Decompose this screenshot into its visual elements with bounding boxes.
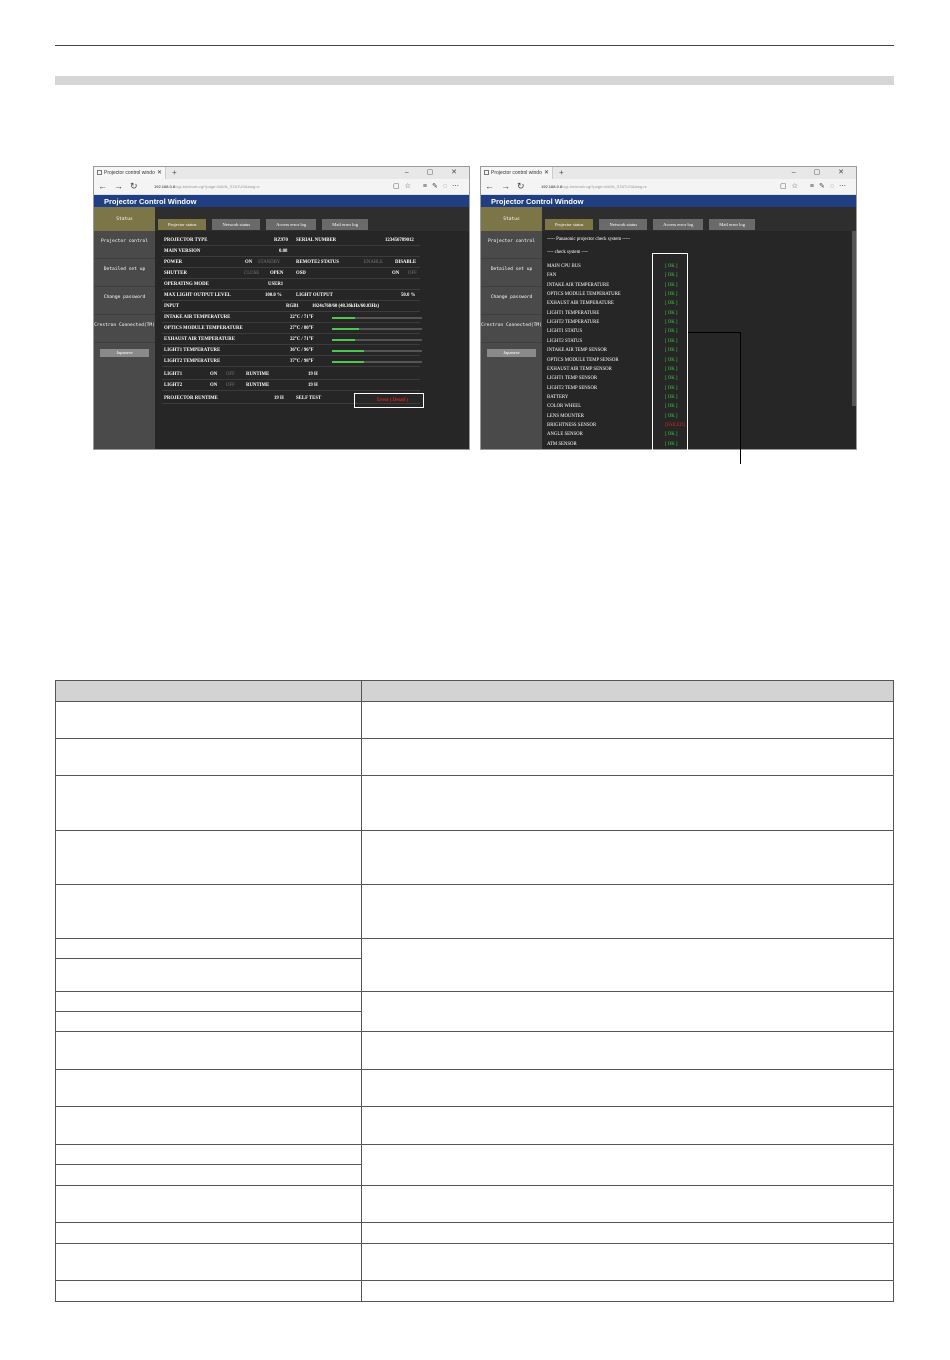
sidebar-item-detailed-setup[interactable]: Detailed set up <box>481 259 542 287</box>
check-name: LIGHT2 TEMP SENSOR <box>547 385 598 391</box>
check-row <box>547 292 678 298</box>
check-row <box>547 264 678 269</box>
check-name: FAN <box>547 273 557 279</box>
page-icon <box>484 170 489 175</box>
check-row <box>547 422 685 428</box>
sidebar-item-crestron[interactable]: Crestron Connected(TM) <box>94 315 155 343</box>
check-result: [ OK ] <box>665 357 678 363</box>
check-result: [ OK ] <box>665 348 678 354</box>
tab-title: Projector control windo <box>104 170 155 176</box>
check-name: LIGHT2 TEMPERATURE <box>547 320 600 326</box>
check-row <box>547 273 678 279</box>
light-row: LIGHT2 ON OFF RUNTIME 19 H <box>162 381 420 391</box>
toolbar-icons[interactable]: ▢☆ ≡✎◌⋯ <box>780 183 851 190</box>
check-name: ANGLE SENSOR <box>547 432 583 438</box>
temperature-bar <box>332 317 422 319</box>
check-name: INTAKE AIR TEMPERATURE <box>547 282 610 288</box>
browser-tab[interactable] <box>481 167 553 179</box>
sidebar <box>94 207 155 450</box>
check-row <box>547 348 678 354</box>
temperature-bar-fill <box>332 328 359 330</box>
check-row <box>547 329 678 335</box>
temperature-row: EXHAUST AIR TEMPERATURE 22°C / 71°F <box>162 335 420 345</box>
check-name: OPTICS MODULE TEMPERATURE <box>547 292 621 298</box>
check-result: [ OK ] <box>665 338 678 344</box>
sidebar-item-status[interactable]: Status <box>94 207 155 231</box>
check-result: [ OK ] <box>665 404 678 410</box>
runtime-row: PROJECTOR RUNTIME 19 H SELF TEST <box>162 394 420 404</box>
check-name: MAIN CPU BUS <box>547 264 581 269</box>
check-row <box>547 413 678 419</box>
url-field[interactable]: 192.168.0.8/cgi-bin/main.cgi?page=MAIN_STATUS&lang=e <box>541 184 647 189</box>
tab-bar <box>94 167 469 179</box>
table-row <box>56 1281 894 1302</box>
check-name: BATTERY <box>547 394 569 400</box>
section-bar <box>55 76 894 85</box>
url-field[interactable]: 192.168.0.8/cgi-bin/main.cgi?page=MAIN_STATUS&lang=e <box>154 184 260 189</box>
check-result: [ OK ] <box>665 413 678 419</box>
light-row: LIGHT1 ON OFF RUNTIME 19 H <box>162 370 420 380</box>
table-row <box>56 1070 894 1107</box>
tab-title: Projector control windo <box>491 170 542 176</box>
window-controls[interactable]: – ▢ ✕ <box>791 169 852 176</box>
check-result: [ OK ] <box>665 273 678 279</box>
check-result: [ OK ] <box>665 320 678 326</box>
nav-buttons[interactable]: ←→↻ <box>98 181 145 191</box>
status-row: MAX LIGHT OUTPUT LEVEL 100.0 % LIGHT OUTPUT 50.0 % <box>162 291 420 301</box>
status-content <box>155 231 469 449</box>
toolbar-icons[interactable]: ▢☆ ≡✎◌⋯ <box>393 183 464 190</box>
status-row: MAIN VERSION 0.08 <box>162 247 420 257</box>
temperature-row: INTAKE AIR TEMPERATURE 22°C / 71°F <box>162 313 420 323</box>
window-controls[interactable]: – ▢ ✕ <box>404 169 465 176</box>
sidebar-item-status[interactable]: Status <box>481 207 542 231</box>
browser-window-status <box>93 166 470 450</box>
check-row <box>547 301 678 307</box>
check-row <box>547 310 678 316</box>
check-result: [ OK ] <box>665 366 678 372</box>
temperature-bar <box>332 328 422 330</box>
table-row <box>56 1186 894 1223</box>
check-row <box>547 404 678 410</box>
check-row <box>547 357 678 363</box>
check-result: [ OK ] <box>665 441 678 447</box>
scrollbar[interactable] <box>852 231 856 406</box>
browser-tab[interactable] <box>94 167 166 179</box>
check-row <box>547 432 678 438</box>
check-result: [ OK ] <box>665 310 678 316</box>
check-name: BRIGHTNESS SENSOR <box>547 422 597 428</box>
tab-access-error-log[interactable]: Access error log <box>266 219 316 230</box>
check-row <box>547 385 678 391</box>
check-name: LIGHT1 TEMP SENSOR <box>547 376 598 382</box>
table-row <box>56 831 894 885</box>
status-row: SHUTTER CLOSE OPEN OSD ON OFF <box>162 269 420 279</box>
check-subheading: ---- check system ---- <box>547 250 588 255</box>
check-name: EXHAUST AIR TEMP SENSOR <box>547 366 612 372</box>
app-header: Projector Control Window <box>94 195 469 207</box>
new-tab-icon[interactable]: + <box>172 168 177 177</box>
self-test-error-link[interactable]: Error ( Detail ) <box>377 398 408 403</box>
status-row: POWER ON STANDBY REMOTE2 STATUS ENABLE DISABLE <box>162 258 420 268</box>
temperature-bar <box>332 361 422 363</box>
tab-mail-error-log[interactable]: Mail error log <box>322 219 368 230</box>
table-row <box>56 1244 894 1281</box>
check-results-callout <box>652 253 688 455</box>
sidebar-item-detailed-setup[interactable]: Detailed set up <box>94 259 155 287</box>
table-row <box>56 702 894 739</box>
table-row <box>56 992 894 1012</box>
check-row <box>547 441 678 447</box>
check-name: EXHAUST AIR TEMPERATURE <box>547 301 614 307</box>
check-row <box>547 376 678 382</box>
callout-leader-line <box>688 332 741 333</box>
table-row <box>56 1223 894 1244</box>
tab-projector-status[interactable]: Projector status <box>158 219 206 230</box>
self-test-result[interactable] <box>354 393 424 408</box>
check-result: [ OK ] <box>665 301 678 307</box>
nav-buttons[interactable]: ←→↻ <box>485 181 532 191</box>
language-button[interactable]: Japanese <box>100 349 149 357</box>
temperature-bar <box>332 339 422 341</box>
check-heading: ----- Panasonic projector check system ----- <box>547 237 631 242</box>
check-result: [FAILED] <box>665 422 685 428</box>
language-button[interactable]: Japanese <box>487 349 536 357</box>
check-result: [ OK ] <box>665 329 678 335</box>
sidebar-item-change-password[interactable]: Change password <box>481 287 542 315</box>
table-row <box>56 939 894 959</box>
check-name: OPTICS MODULE TEMP SENSOR <box>547 357 619 363</box>
status-row: PROJECTOR TYPE RZ970 SERIAL NUMBER 123456789012 <box>162 236 420 246</box>
app-header: Projector Control Window <box>481 195 856 207</box>
callout-leader-line <box>740 332 741 464</box>
page-icon <box>97 170 102 175</box>
check-system-content <box>542 231 856 449</box>
check-result: [ OK ] <box>665 292 678 298</box>
address-bar <box>94 179 469 195</box>
sidebar-item-change-password[interactable]: Change password <box>94 287 155 315</box>
check-name: ATM SENSOR <box>547 441 577 447</box>
temperature-row: OPTICS MODULE TEMPERATURE 27°C / 80°F <box>162 324 420 334</box>
check-result: [ OK ] <box>665 282 678 288</box>
check-result: [ OK ] <box>665 432 678 438</box>
check-result: [ OK ] <box>665 394 678 400</box>
top-rule <box>55 45 894 46</box>
check-result: [ OK ] <box>665 376 678 382</box>
tab-network-status[interactable]: Network status <box>599 219 647 230</box>
sidebar <box>481 207 542 450</box>
status-items-table <box>55 680 894 1302</box>
status-tabs <box>155 207 469 231</box>
check-result: [ OK ] <box>665 385 678 391</box>
status-row: OPERATING MODE USER1 <box>162 280 420 290</box>
tab-mail-error-log[interactable]: Mail error log <box>709 219 755 230</box>
close-tab-icon[interactable]: ✕ <box>156 170 162 176</box>
status-tabs <box>542 207 856 231</box>
check-name: LIGHT2 STATUS <box>547 338 583 344</box>
check-row <box>547 394 678 400</box>
sidebar-item-projector-control[interactable]: Projector control <box>481 231 542 259</box>
temperature-row: LIGHT2 TEMPERATURE 37°C / 98°F <box>162 357 420 367</box>
tab-projector-status[interactable]: Projector status <box>545 219 593 230</box>
table-row <box>56 1032 894 1070</box>
close-tab-icon[interactable]: ✕ <box>543 170 549 176</box>
sidebar-item-projector-control[interactable]: Projector control <box>94 231 155 259</box>
check-name: COLOR WHEEL <box>547 404 582 410</box>
new-tab-icon[interactable]: + <box>559 168 564 177</box>
check-row <box>547 320 678 326</box>
check-row <box>547 338 678 344</box>
status-row: INPUT RGB1 1024x768/60 (48.36kHz/60.03Hz) <box>162 302 420 312</box>
address-bar <box>481 179 856 195</box>
check-name: LENS MOUNTER <box>547 413 584 419</box>
temperature-bar <box>332 350 422 352</box>
tab-bar <box>481 167 856 179</box>
check-result: [ OK ] <box>665 264 678 269</box>
check-name: LIGHT1 STATUS <box>547 329 583 335</box>
tab-network-status[interactable]: Network status <box>212 219 260 230</box>
table-row <box>56 776 894 831</box>
temperature-bar-fill <box>332 350 364 352</box>
tab-access-error-log[interactable]: Access error log <box>653 219 703 230</box>
temperature-bar-fill <box>332 339 355 341</box>
sidebar-item-crestron[interactable]: Crestron Connected(TM) <box>481 315 542 343</box>
temperature-row: LIGHT1 TEMPERATURE 36°C / 96°F <box>162 346 420 356</box>
check-name: INTAKE AIR TEMP SENSOR <box>547 348 607 354</box>
table-row <box>56 885 894 939</box>
check-name: LIGHT1 TEMPERATURE <box>547 310 600 316</box>
table-row <box>56 739 894 776</box>
table-row <box>56 1145 894 1165</box>
table-row <box>56 1107 894 1145</box>
check-row <box>547 282 678 288</box>
temperature-bar-fill <box>332 317 355 319</box>
check-row <box>547 366 678 372</box>
temperature-bar-fill <box>332 361 364 363</box>
table-header <box>56 681 894 702</box>
